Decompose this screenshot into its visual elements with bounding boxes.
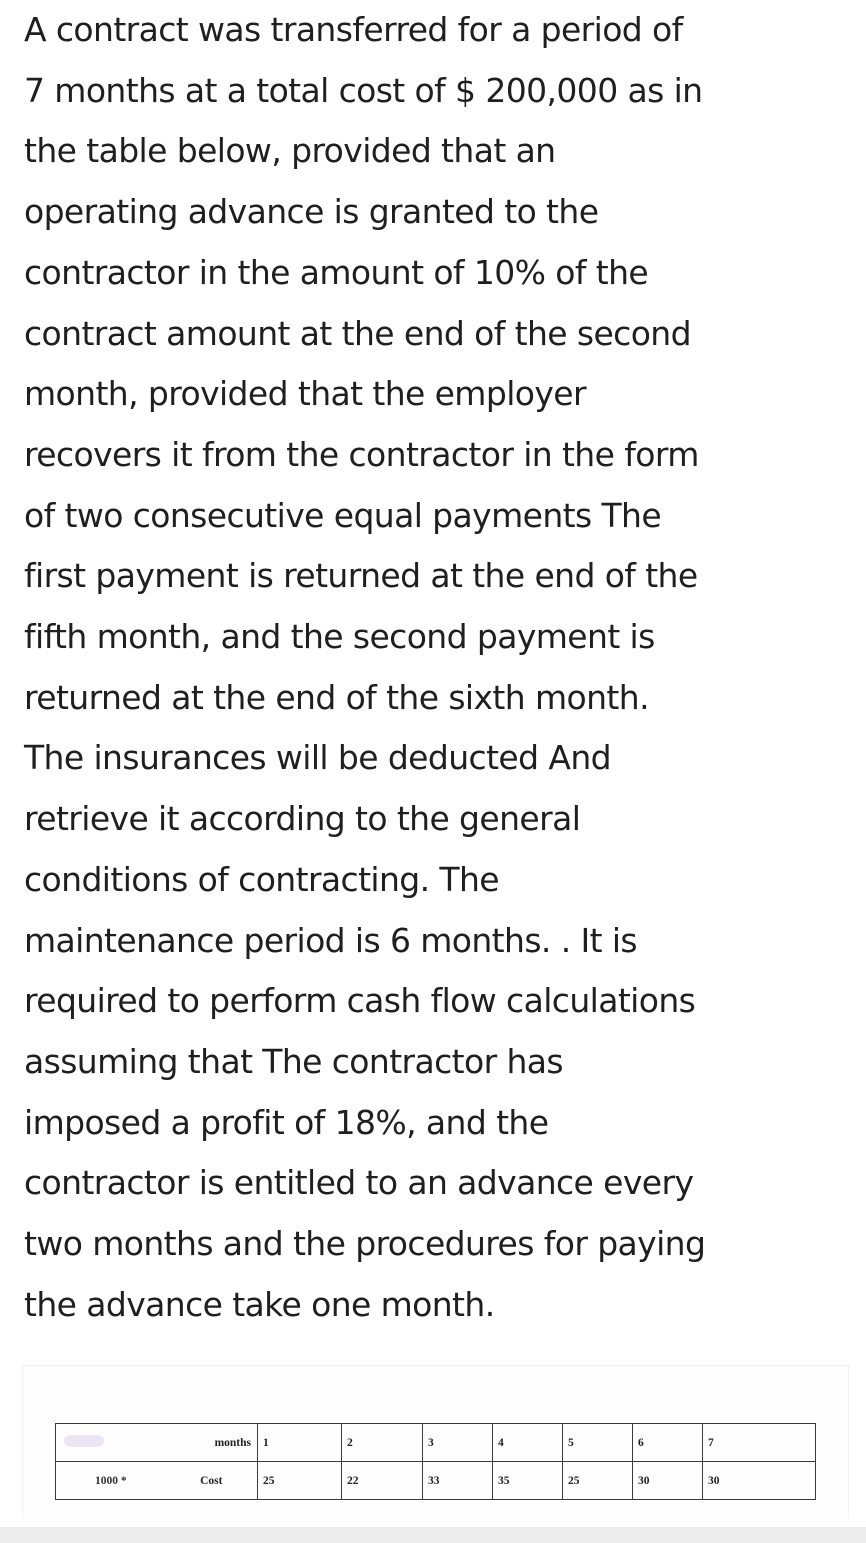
months-label: months	[214, 1436, 251, 1449]
question-line: of two consecutive equal payments The	[24, 495, 662, 535]
question-line: operating advance is granted to the	[24, 192, 599, 232]
cost-row	[56, 1462, 816, 1500]
factor-label: 1000 *	[56, 1462, 166, 1500]
question-line: fifth month, and the second payment is	[24, 617, 655, 657]
cost-cell: 35	[493, 1462, 563, 1500]
question-line: first payment is returned at the end of the	[24, 556, 698, 596]
cost-cell: 22	[342, 1462, 423, 1500]
question-line: recovers it from the contractor in the form	[24, 434, 699, 474]
question-line: retrieve it according to the general	[24, 799, 581, 839]
question-line: maintenance period is 6 months. . It is	[24, 920, 638, 960]
months-label-cell	[56, 1424, 258, 1462]
month-cell: 1	[258, 1424, 342, 1462]
question-line: A contract was transferred for a period of	[24, 10, 683, 49]
question-line: imposed a profit of 18%, and the	[24, 1102, 549, 1142]
months-row	[56, 1424, 816, 1462]
cost-label: Cost	[166, 1462, 258, 1500]
question-line: 7 months at a total cost of $ 200,000 as in	[24, 70, 703, 110]
month-cell: 7	[703, 1424, 816, 1462]
question-text	[24, 0, 854, 1335]
month-cell: 3	[423, 1424, 493, 1462]
question-line: the advance take one month.	[24, 1284, 495, 1324]
bottom-bar	[0, 1527, 866, 1543]
cost-cell: 25	[258, 1462, 342, 1500]
month-cell: 4	[493, 1424, 563, 1462]
cost-cell: 30	[703, 1462, 816, 1500]
question-line: two months and the procedures for paying	[24, 1224, 706, 1264]
question-line: assuming that The contractor has	[24, 1041, 563, 1081]
cost-cell: 33	[423, 1462, 493, 1500]
month-cell: 6	[633, 1424, 703, 1462]
cost-table-image	[22, 1365, 849, 1518]
question-line: the table below, provided that an	[24, 131, 556, 171]
question-line: contractor in the amount of 10% of the	[24, 252, 649, 292]
question-line: contractor is entitled to an advance every	[24, 1163, 694, 1203]
question-line: contract amount at the end of the second	[24, 313, 691, 353]
month-cell: 2	[342, 1424, 423, 1462]
cost-cell: 30	[633, 1462, 703, 1500]
smudge-mark	[64, 1435, 104, 1447]
question-line: month, provided that the employer	[24, 374, 586, 414]
month-cell: 5	[563, 1424, 633, 1462]
question-line: returned at the end of the sixth month.	[24, 677, 649, 717]
cost-table	[55, 1423, 816, 1500]
question-line: conditions of contracting. The	[24, 859, 500, 899]
question-line: required to perform cash flow calculations	[24, 981, 696, 1021]
question-line: The insurances will be deducted And	[24, 738, 611, 778]
cost-cell: 25	[563, 1462, 633, 1500]
